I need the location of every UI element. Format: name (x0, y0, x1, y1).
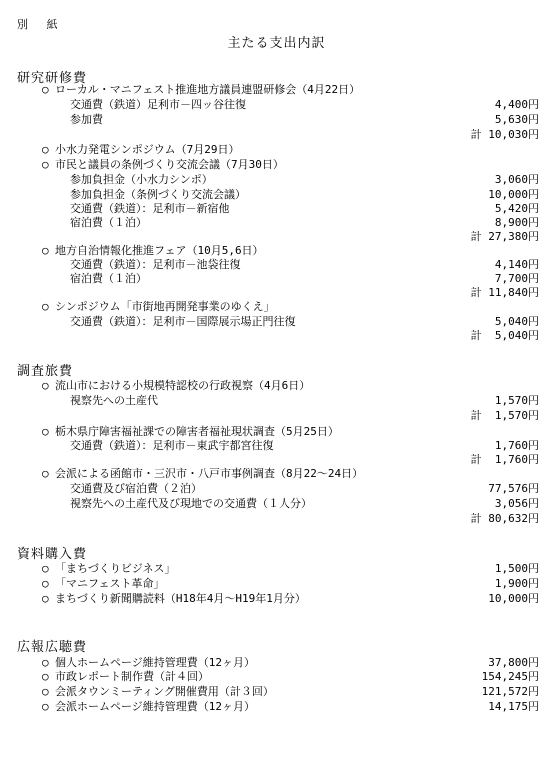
circle-bullet-icon: ○ (42, 656, 49, 669)
circle-bullet-icon: ○ (42, 158, 49, 171)
item-title: ○ 市民と議員の条例づくり交流会議（7月30日） (42, 158, 284, 171)
expense-line: 交通費（鉄道）：足利市－国際展示場正門往復 5,040円 (70, 315, 539, 328)
expense-line: 交通費（鉄道）：足利市－新宿他 5,420円 (70, 202, 539, 215)
section-heading-research: 研究研修費 (17, 71, 88, 86)
item-title: ○ ローカル・マニフェスト推進地方議員連盟研修会（4月22日） (42, 83, 361, 96)
expense-line: 交通費及び宿泊費（２泊） 77,576円 (70, 482, 539, 495)
expense-line: ○ 個人ホームページ維持管理費（12ヶ月） 37,800円 (42, 656, 539, 669)
annex-label: 別 紙 (17, 18, 64, 31)
section-heading-survey-travel: 調査旅費 (17, 364, 74, 379)
circle-bullet-icon: ○ (42, 300, 49, 313)
expense-line: 宿泊費（１泊） 8,900円 (70, 216, 539, 229)
section-heading-public-relations: 広報広聴費 (17, 640, 88, 655)
circle-bullet-icon: ○ (42, 467, 49, 480)
page-title: 主たる支出内訳 (227, 36, 326, 51)
expense-line: ○ 会派タウンミーティング開催費用（計３回） 121,572円 (42, 685, 539, 698)
item-title: ○ 会派による函館市・三沢市・八戸市事例調査（8月22～24日） (42, 467, 364, 480)
expense-line: 交通費（鉄道）：足利市－池袋往復 4,140円 (70, 258, 539, 271)
section-heading-materials: 資料購入費 (17, 547, 88, 562)
circle-bullet-icon: ○ (42, 592, 49, 605)
circle-bullet-icon: ○ (42, 562, 49, 575)
expense-line: ○ 会派ホームページ維持管理費（12ヶ月） 14,175円 (42, 700, 539, 713)
expense-line: ○ 「まちづくりビジネス」 1,500円 (42, 562, 539, 575)
circle-bullet-icon: ○ (42, 244, 49, 257)
circle-bullet-icon: ○ (42, 700, 49, 713)
item-title: ○ シンポジウム「市街地再開発事業のゆくえ」 (42, 300, 275, 313)
item-title: ○ 小水力発電シンポジウム（7月29日） (42, 143, 240, 156)
expense-line: 参加負担金（小水力シンポ） 3,060円 (70, 173, 539, 186)
expense-line: 参加負担金（条例づくり交流会議） 10,000円 (70, 188, 539, 201)
subtotal-line: 計 11,840円 (470, 286, 539, 299)
circle-bullet-icon: ○ (42, 143, 49, 156)
expense-line: 交通費（鉄道）：足利市－東武宇都宮往復 1,760円 (70, 439, 539, 452)
expense-line: 交通費（鉄道）足利市－四ッ谷往復 4,400円 (70, 98, 539, 111)
circle-bullet-icon: ○ (42, 379, 49, 392)
circle-bullet-icon: ○ (42, 425, 49, 438)
expense-line: ○ まちづくり新聞購読料（H18年4月～H19年1月分） 10,000円 (42, 592, 539, 605)
circle-bullet-icon: ○ (42, 83, 49, 96)
subtotal-line: 計 27,380円 (470, 230, 539, 243)
expense-line: ○ 「マニフェスト革命」 1,900円 (42, 577, 539, 590)
circle-bullet-icon: ○ (42, 577, 49, 590)
expense-line: 視察先への土産代及び現地での交通費（１人分） 3,056円 (70, 497, 539, 510)
item-title: ○ 地方自治情報化推進フェア（10月5,6日） (42, 244, 264, 257)
expense-line: 参加費 5,630円 (70, 113, 539, 126)
subtotal-line: 計 80,632円 (470, 512, 539, 525)
expense-line: 視察先への土産代 1,570円 (70, 394, 539, 407)
expense-line: 宿泊費（１泊） 7,700円 (70, 272, 539, 285)
circle-bullet-icon: ○ (42, 670, 49, 683)
subtotal-line: 計 1,760円 (470, 453, 539, 466)
circle-bullet-icon: ○ (42, 685, 49, 698)
subtotal-line: 計 5,040円 (470, 329, 539, 342)
subtotal-line: 計 10,030円 (470, 128, 539, 141)
subtotal-line: 計 1,570円 (470, 409, 539, 422)
item-title: ○ 流山市における小規模特認校の行政視察（4月6日） (42, 379, 311, 392)
item-title: ○ 栃木県庁障害福祉課での障害者福祉現状調査（5月25日） (42, 425, 339, 438)
expense-line: ○ 市政レポート制作費（計４回） 154,245円 (42, 670, 539, 683)
